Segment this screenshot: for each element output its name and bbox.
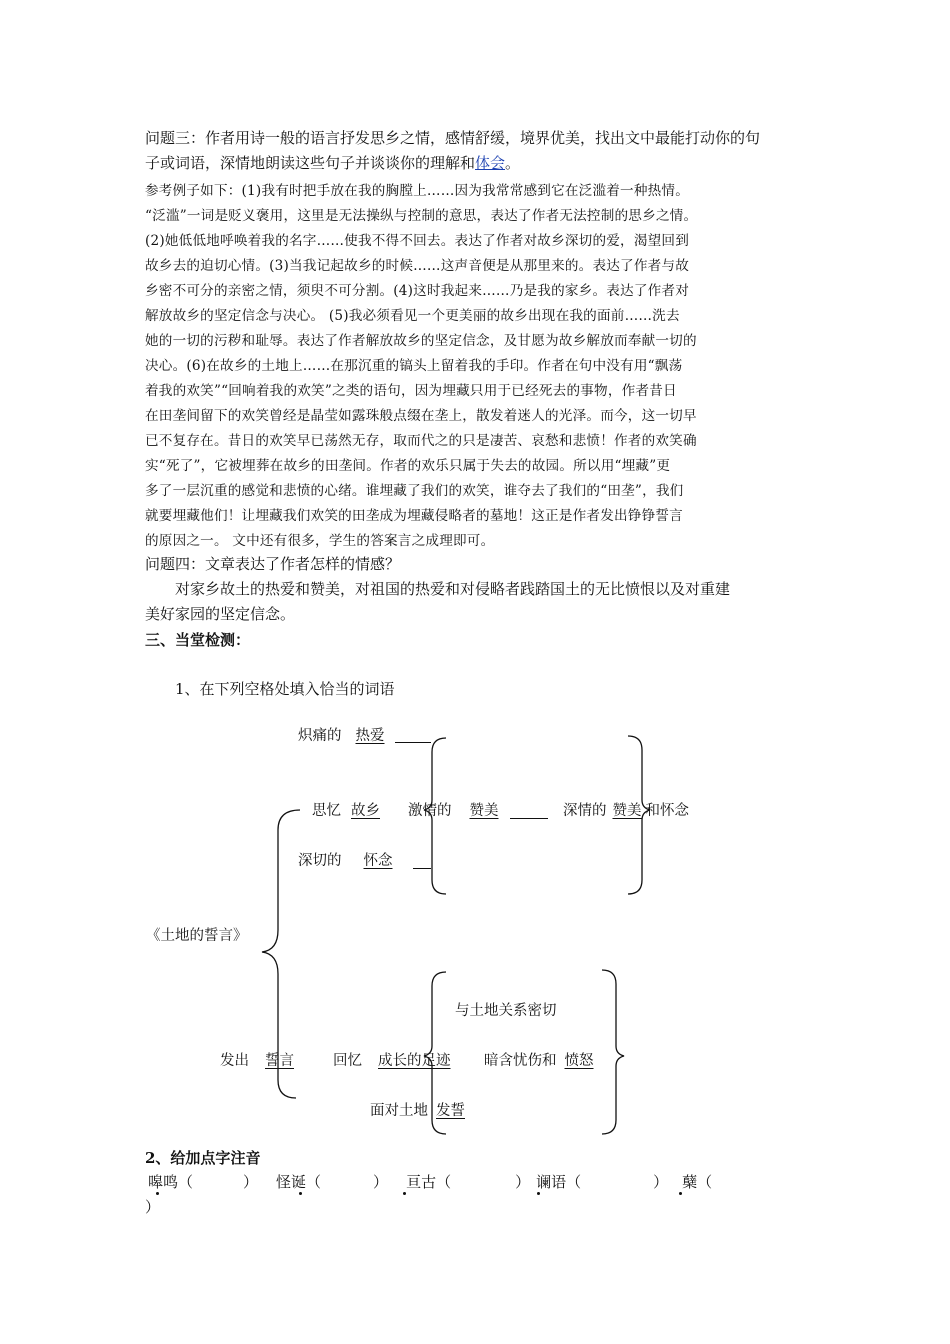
- ref-line: 参考例子如下：(1)我有时把手放在我的胸膛上……因为我常常感到它在泛滥着一种热情。: [145, 183, 690, 199]
- anhan-label: 暗含忧伤和: [484, 1053, 557, 1069]
- ref-line: 已不复存在。昔日的欢笑早已荡然无存，取而代之的只是凄苦、哀愁和悲愤！作者的欢笑确: [145, 433, 697, 449]
- huiyi-item: [333, 1049, 451, 1070]
- q4-title: 问题四：文章表达了作者怎样的情感？: [145, 555, 401, 573]
- haoming-word: 嗥鸣（: [148, 1173, 194, 1191]
- nie-word: 蘖（: [682, 1173, 713, 1191]
- miandui-label: 面对土地: [370, 1103, 428, 1119]
- ref-line: 故乡去的迫切心情。(3)当我记起故乡的时候……这声音便是从那里来的。表达了作者与故: [145, 258, 690, 274]
- emphasis-dot: [679, 1192, 682, 1195]
- emphasis-dot: [156, 1192, 159, 1195]
- lanyu-word: 谰语（: [536, 1173, 582, 1191]
- chitong-label: 炽痛的: [298, 728, 342, 744]
- pinyin-row: [148, 1171, 712, 1192]
- chitong-item: [298, 724, 389, 745]
- ref-line: 多了一层沉重的感觉和悲愤的心绪。谁埋藏了我们的欢笑，谁夺去了我们的“田垄”，我们: [145, 483, 684, 499]
- anhan-answer[interactable]: 愤怒: [564, 1053, 594, 1069]
- guaidan-word: 怪诞（: [276, 1173, 322, 1191]
- shenqie-item: [298, 849, 399, 870]
- gengu-word: 亘古（: [406, 1173, 452, 1191]
- jiqing-item: [408, 799, 507, 820]
- q4-answer-line1: 对家乡故土的热爱和赞美，对祖国的热爱和对侵略者践踏国土的无比愤恨以及对重建: [175, 580, 731, 598]
- task2-heading-text: 2、给加点字注音: [145, 1149, 261, 1167]
- shenqie-answer[interactable]: 怀念: [363, 853, 393, 869]
- siyi-label: 思忆: [312, 803, 341, 819]
- siyi-item: [312, 799, 380, 820]
- ref-line: 解放故乡的坚定信念与决心。 (5)我必须看见一个更美丽的故乡出现在我的面前……洗去: [145, 308, 680, 324]
- miandui-answer[interactable]: 发誓: [436, 1103, 465, 1119]
- anhan-item: [484, 1049, 634, 1070]
- shenqing-label: 深情的: [563, 803, 607, 819]
- siyi-answer[interactable]: 故乡: [351, 803, 380, 819]
- jiqing-answer[interactable]: 赞美: [469, 803, 499, 819]
- section3-heading: 三、当堂检测：: [145, 631, 251, 649]
- q3-line2-end: 。: [505, 154, 521, 172]
- emphasis-dot: [537, 1192, 540, 1195]
- fachu-label: 发出: [220, 1053, 249, 1069]
- lanyu-close: ）: [653, 1173, 669, 1191]
- shenqing-answer[interactable]: 赞美: [612, 803, 642, 819]
- shenqing-suffix: 和怀念: [645, 803, 689, 819]
- ref-line: (2)她低低地呼唤着我的名字……使我不得不回去。表达了作者对故乡深切的爱，渴望回到: [145, 233, 690, 249]
- shenqing-item: [563, 799, 689, 820]
- jiqing-blank: [510, 818, 548, 819]
- emphasis-dot: [403, 1192, 406, 1195]
- root-title: 《土地的誓言》: [146, 928, 248, 944]
- emphasis-dot: [299, 1192, 302, 1195]
- miandui-item: [370, 1099, 471, 1120]
- task1-instruction: 1、在下列空格处填入恰当的词语: [175, 680, 395, 698]
- nie-close: ）: [145, 1198, 161, 1216]
- tihui-link[interactable]: 体会: [475, 154, 506, 172]
- ref-line: 着我的欢笑”“回响着我的欢笑”之类的语句，因为埋藏只用于已经死去的事物，作者昔日: [145, 383, 677, 399]
- chitong-answer[interactable]: 热爱: [355, 728, 385, 744]
- shenqie-label: 深切的: [298, 853, 342, 869]
- shenqie-blank: [413, 868, 431, 869]
- ref-line: 乡密不可分的亲密之情，须臾不可分割。(4)这时我起来……乃是我的家乡。表达了作者对: [145, 283, 690, 299]
- fachu-answer[interactable]: 誓言: [265, 1053, 294, 1069]
- gengu-close: ）: [515, 1173, 531, 1191]
- q3-line1: 问题三：作者用诗一般的语言抒发思乡之情，感情舒缓，境界优美，找出文中最能打动你的句: [145, 129, 761, 147]
- chitong-blank: [395, 742, 431, 743]
- fachu-item: [220, 1049, 308, 1070]
- q4-answer-line2: 美好家园的坚定信念。: [145, 605, 296, 623]
- ref-line: 的原因之一。 文中还有很多，学生的答案言之成理即可。: [145, 533, 495, 549]
- ref-line: 决心。(6)在故乡的土地上……在那沉重的镐头上留着我的手印。作者在句中没有用“飘荡: [145, 358, 683, 374]
- guaidan-close: ）: [373, 1173, 389, 1191]
- huiyi-label: 回忆: [333, 1053, 362, 1069]
- task2-heading: [145, 1147, 260, 1168]
- ref-line: 她的一切的污秽和耻辱。表达了作者解放故乡的坚定信念，及甘愿为故乡解放而奉献一切的: [145, 333, 697, 349]
- ref-line: 在田垄间留下的欢笑曾经是晶莹如露珠般点缀在垄上，散发着迷人的光泽。而今，这一切早: [145, 408, 697, 424]
- jiqing-label: 激情的: [408, 803, 452, 819]
- q3-line2-text: 子或词语，深情地朗读这些句子并谈谈你的理解和: [145, 154, 476, 172]
- haoming-close: ）: [243, 1173, 259, 1191]
- ref-line: “泛滥”一词是贬义褒用，这里是无法操纵与控制的意思，表达了作者无法控制的思乡之情。: [145, 208, 698, 224]
- ref-line: 实“死了”，它被埋葬在故乡的田垄间。作者的欢乐只属于失去的故园。所以用“埋藏”更: [145, 458, 671, 474]
- ref-line: 就要埋藏他们！让埋藏我们欢笑的田垄成为埋藏侵略者的墓地！这正是作者发出铮铮誓言: [145, 508, 683, 524]
- tudi-text: 与土地关系密切: [455, 1003, 557, 1019]
- huiyi-answer[interactable]: 成长的足迹: [378, 1053, 451, 1069]
